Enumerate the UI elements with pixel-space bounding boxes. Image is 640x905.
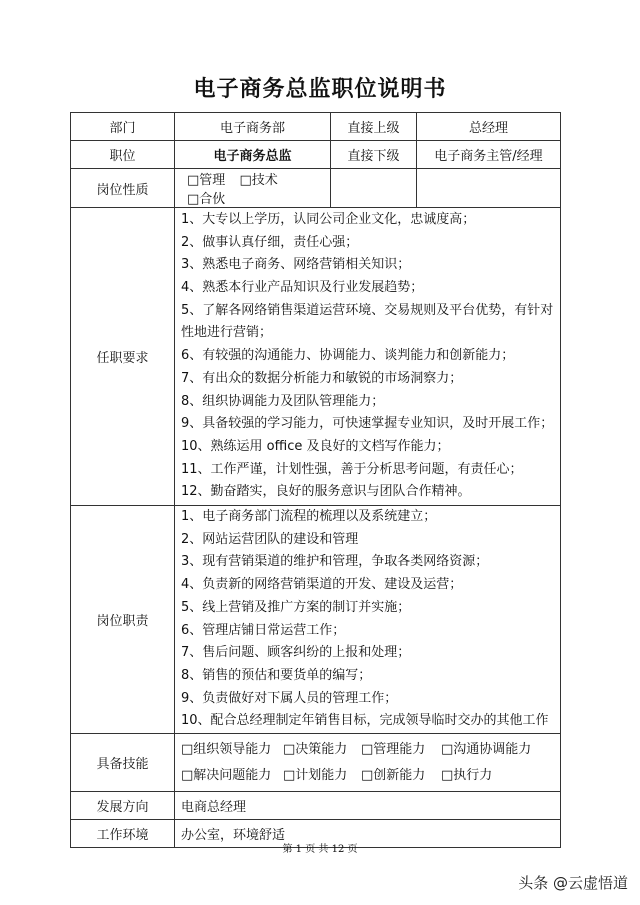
duty-item: 10、配合总经理制定年销售目标，完成领导临时交办的其他工作 (181, 713, 549, 729)
nature-empty-cell-2 (417, 169, 561, 208)
skill-option-problem-solving[interactable]: □解决问题能力 (181, 767, 272, 783)
skill-option-decision[interactable]: □决策能力 (283, 741, 348, 757)
requirements-list (175, 208, 561, 506)
duty-item: 1、电子商务部门流程的梳理以及系统建立； (181, 509, 437, 524)
skill-option-communication[interactable]: □沟通协调能力 (441, 741, 532, 757)
skill-option-execution[interactable]: □执行力 (441, 767, 493, 783)
skill-option-management[interactable]: □管理能力 (361, 741, 426, 757)
requirement-item: 2、做事认真仔细，责任心强； (181, 234, 359, 250)
skills-label: 具备技能 (71, 734, 175, 792)
duty-item: 3、现有营销渠道的维护和管理，争取各类网络资源； (181, 554, 489, 570)
watermark: 头条 @云虚悟道 (518, 874, 628, 892)
requirement-item: 3、熟悉电子商务、网络营销相关知识； (181, 257, 411, 273)
dept-label: 部门 (71, 113, 175, 141)
requirement-item: 12、勤奋踏实，良好的服务意识与团队合作精神。 (181, 484, 471, 500)
requirement-item: 11、工作严谨，计划性强，善于分析思考问题，有责任心； (181, 461, 523, 477)
duty-item: 6、管理店铺日常运营工作； (181, 622, 346, 638)
nature-option-management[interactable]: □管理 (187, 173, 226, 188)
duties-label: 岗位职责 (71, 506, 175, 734)
requirement-item: 4、熟悉本行业产品知识及行业发展趋势； (181, 280, 424, 296)
duty-item: 7、售后问题、顾客纠纷的上报和处理； (181, 645, 411, 661)
page-footer: 第 1 页 共 12 页 (282, 844, 358, 855)
requirement-item: 6、有较强的沟通能力、协调能力、谈判能力和创新能力； (181, 348, 515, 364)
requirement-item: 10、熟练运用 office 及良好的文档写作能力； (181, 438, 450, 454)
skills-row-1 (181, 737, 554, 763)
nature-option-technical[interactable]: □技术 (239, 173, 278, 188)
duty-item: 5、线上营销及推广方案的制订并实施； (181, 599, 411, 615)
requirement-item: 5、了解各网络销售渠道运营环境、交易规则及平台优势，有针对性地进行营销； (181, 302, 554, 341)
subordinate-value: 电子商务主管/经理 (417, 141, 561, 169)
requirements-label: 任职要求 (71, 208, 175, 506)
requirement-item: 1、大专以上学历，认同公司企业文化，忠诚度高； (181, 211, 476, 227)
career-label: 发展方向 (71, 792, 175, 820)
duty-item: 2、网站运营团队的建设和管理 (181, 531, 359, 547)
nature-options (175, 169, 331, 208)
superior-label: 直接上级 (331, 113, 417, 141)
superior-value: 总经理 (417, 113, 561, 141)
duty-item: 9、负责做好对下属人员的管理工作； (181, 690, 398, 706)
job-description-table (70, 112, 561, 848)
document-title: 电子商务总监职位说明书 (193, 77, 447, 102)
duties-list (175, 506, 561, 734)
duty-item: 4、负责新的网络营销渠道的开发、建设及运营； (181, 577, 463, 593)
skills-options (175, 734, 561, 792)
nature-option-partner[interactable]: □合伙 (187, 192, 226, 207)
skill-option-innovation[interactable]: □创新能力 (361, 767, 426, 783)
dept-value: 电子商务部 (175, 113, 331, 141)
position-label: 职位 (71, 141, 175, 169)
skill-option-planning[interactable]: □计划能力 (283, 767, 348, 783)
nature-label: 岗位性质 (71, 169, 175, 208)
environment-value: 办公室，环境舒适 (175, 820, 561, 848)
requirement-item: 7、有出众的数据分析能力和敏锐的市场洞察力； (181, 370, 463, 386)
requirement-item: 9、具备较强的学习能力，可快速掌握专业知识，及时开展工作； (181, 416, 554, 432)
duty-item: 8、销售的预估和要货单的编写； (181, 667, 372, 683)
skill-option-leadership[interactable]: □组织领导能力 (181, 741, 272, 757)
environment-label: 工作环境 (71, 820, 175, 848)
skills-row-2 (181, 763, 554, 789)
nature-empty-cell (331, 169, 417, 208)
career-value: 电商总经理 (175, 792, 561, 820)
position-value: 电子商务总监 (175, 141, 331, 169)
subordinate-label: 直接下级 (331, 141, 417, 169)
requirement-item: 8、组织协调能力及团队管理能力； (181, 393, 385, 409)
